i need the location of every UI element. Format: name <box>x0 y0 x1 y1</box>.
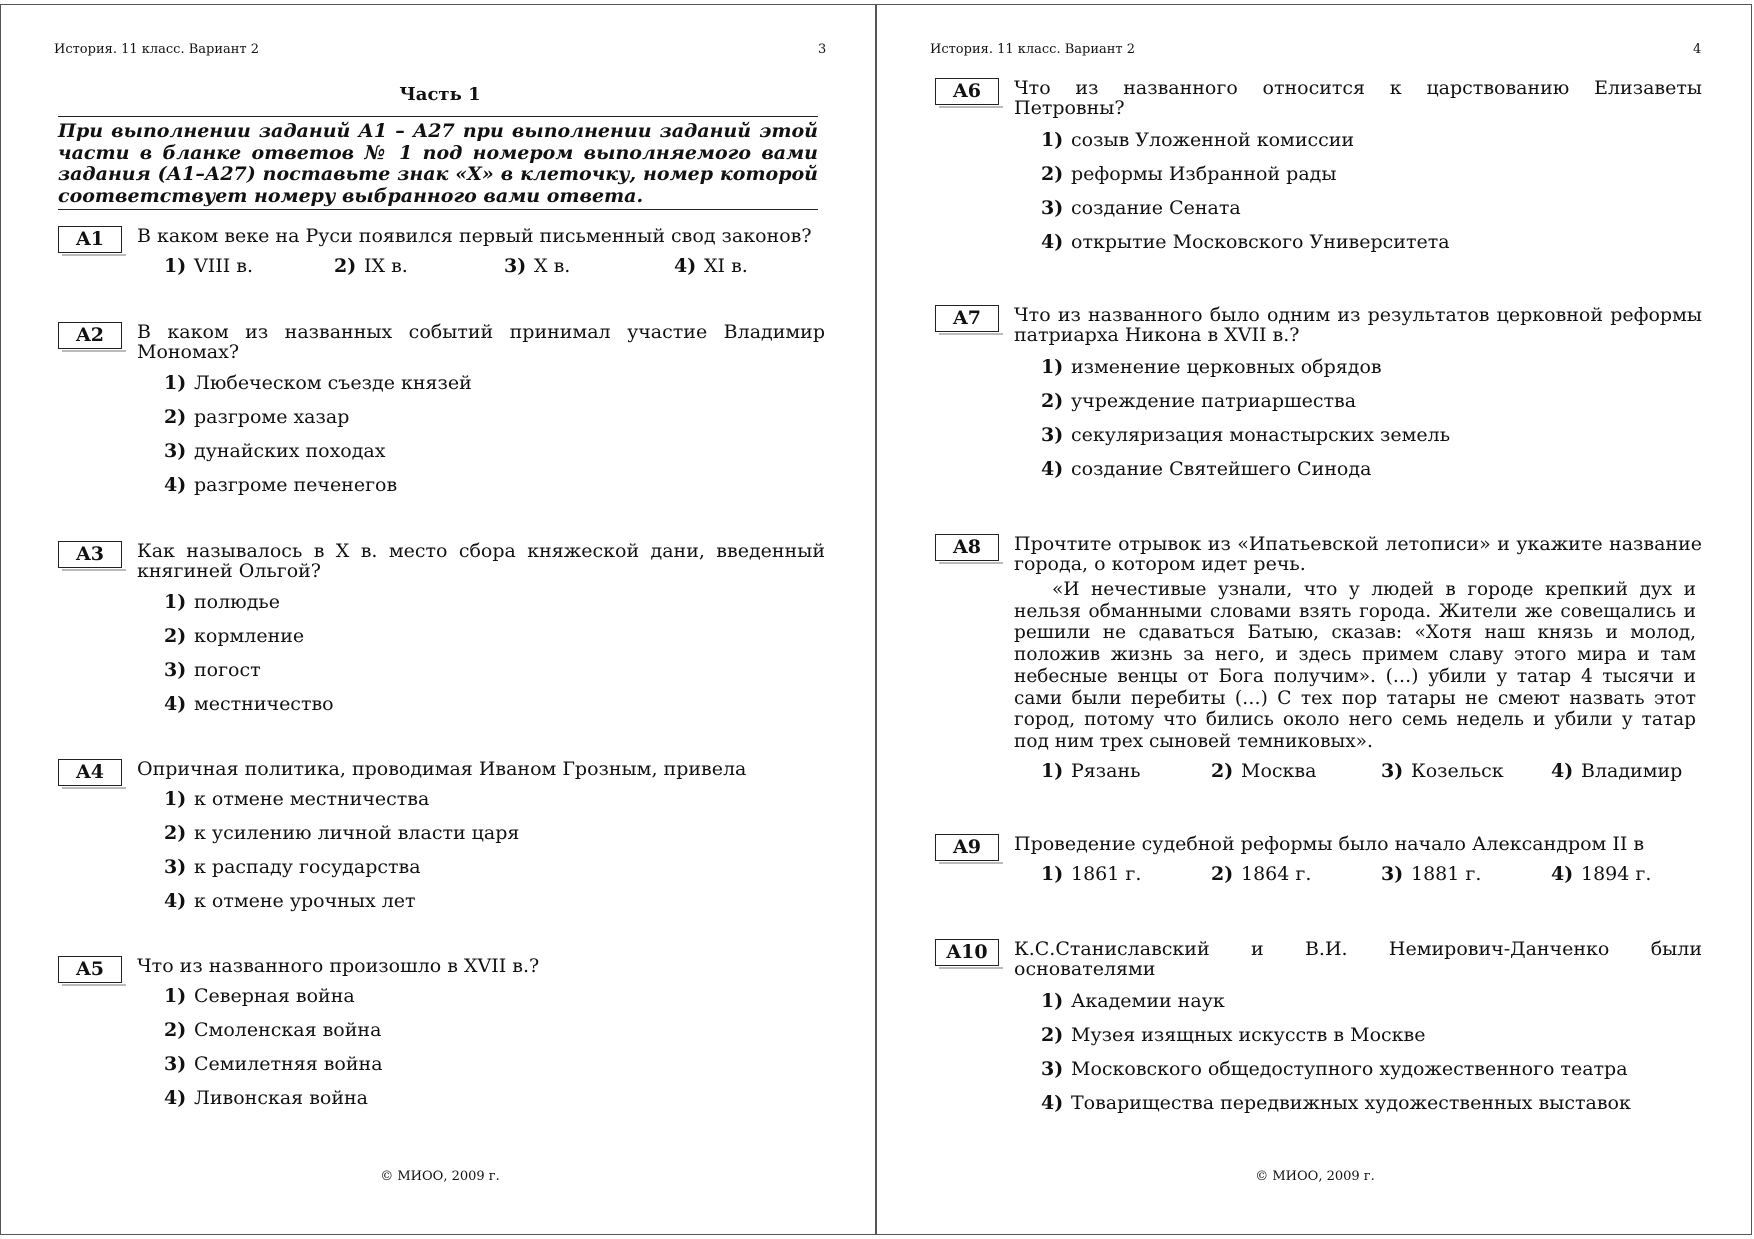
option-number: 2) <box>1041 1024 1064 1046</box>
page-number: 4 <box>1693 42 1702 57</box>
option <box>1041 990 1225 1012</box>
option <box>164 856 421 878</box>
option-number: 1) <box>1041 356 1064 378</box>
option <box>164 474 397 496</box>
option-text: Академии наук <box>1071 990 1225 1012</box>
option-number: 3) <box>164 1053 187 1075</box>
option-number: 3) <box>164 440 187 462</box>
option-text: XI в. <box>704 255 748 277</box>
option-number: 2) <box>164 1019 187 1041</box>
option-text: разгроме печенегов <box>194 474 398 496</box>
option <box>164 1053 383 1075</box>
option-number: 4) <box>164 1087 187 1109</box>
page-number: 3 <box>818 42 827 57</box>
option-text: 1894 г. <box>1581 863 1652 885</box>
question-text: Что из названного произошло в XVII в.? <box>137 955 540 977</box>
option-number: 2) <box>334 255 357 277</box>
option-text: реформы Избранной рады <box>1071 163 1337 185</box>
option <box>1041 129 1354 151</box>
option-text: к распаду государства <box>194 856 421 878</box>
option-text: к усилению личной власти царя <box>194 822 520 844</box>
option-text: Северная война <box>194 985 355 1007</box>
option-text: Товарищества передвижных художественных выставок <box>1071 1092 1631 1114</box>
option <box>164 625 304 647</box>
option-number: 4) <box>674 255 697 277</box>
option-text: дунайских походах <box>194 440 386 462</box>
option-text: Козельск <box>1411 760 1504 782</box>
option <box>1381 760 1504 782</box>
option <box>334 255 408 277</box>
option-text: создание Святейшего Синода <box>1071 458 1372 480</box>
question-text: Что из названного относится к царствованию Елизаветы Петровны? <box>1014 77 1702 119</box>
option-number: 1) <box>164 255 187 277</box>
option <box>1041 197 1241 219</box>
option <box>1041 424 1450 446</box>
option-text: погост <box>194 659 261 681</box>
option-text: X в. <box>534 255 571 277</box>
option-text: Рязань <box>1071 760 1141 782</box>
option <box>164 985 355 1007</box>
option <box>1041 356 1382 378</box>
option-text: VIII в. <box>194 255 254 277</box>
option <box>1211 863 1311 885</box>
option-text: к отмене урочных лет <box>194 890 416 912</box>
option <box>1551 863 1651 885</box>
question-text: Что из названного было одним из результатов церковной реформы патриарха Никона в XVII в.? <box>1014 304 1702 346</box>
question-text: В каком веке на Руси появился первый письменный свод законов? <box>137 225 812 247</box>
option-number: 1) <box>164 591 187 613</box>
option-number: 3) <box>1381 863 1404 885</box>
option-text: Ливонская война <box>194 1087 368 1109</box>
option-number: 4) <box>1041 1092 1064 1114</box>
option-number: 2) <box>164 625 187 647</box>
option-text: местничество <box>194 693 334 715</box>
option-number: 4) <box>1041 231 1064 253</box>
option <box>164 659 261 681</box>
footer-copyright: © МИОО, 2009 г. <box>380 1169 500 1184</box>
option <box>1381 863 1481 885</box>
option-number: 4) <box>164 890 187 912</box>
option-number: 4) <box>1551 863 1574 885</box>
option-text: учреждение патриаршества <box>1071 390 1357 412</box>
task-label: A7 <box>935 305 999 332</box>
option-text: полюдье <box>194 591 281 613</box>
option <box>1041 1058 1628 1080</box>
option <box>164 788 429 810</box>
task-label: A6 <box>935 78 999 105</box>
task-label: A9 <box>935 834 999 861</box>
option <box>1041 1024 1425 1046</box>
option-text: 1864 г. <box>1241 863 1312 885</box>
option-text: разгроме хазар <box>194 406 350 428</box>
option <box>674 255 748 277</box>
option-text: Музея изящных искусств в Москве <box>1071 1024 1426 1046</box>
option-text: к отмене местничества <box>194 788 430 810</box>
task-label: A10 <box>935 939 999 966</box>
option-number: 3) <box>1041 424 1064 446</box>
option <box>164 591 280 613</box>
question-text: Проведение судебной реформы было начало Александром II в <box>1014 833 1645 855</box>
running-head: История. 11 класс. Вариант 2 <box>930 42 1136 57</box>
option-number: 2) <box>164 406 187 428</box>
option-text: изменение церковных обрядов <box>1071 356 1382 378</box>
option-text: создание Сената <box>1071 197 1241 219</box>
left-page <box>0 4 877 1235</box>
option <box>164 406 349 428</box>
option-number: 3) <box>1041 197 1064 219</box>
option <box>164 1087 368 1109</box>
option-text: Москва <box>1241 760 1317 782</box>
option-number: 3) <box>164 856 187 878</box>
option-number: 3) <box>164 659 187 681</box>
option <box>164 693 334 715</box>
option <box>1041 390 1356 412</box>
option <box>1041 163 1336 185</box>
task-label: A4 <box>58 759 122 786</box>
option-text: 1881 г. <box>1411 863 1482 885</box>
option-text: секуляризация монастырских земель <box>1071 424 1451 446</box>
option-number: 1) <box>1041 990 1064 1012</box>
option <box>504 255 570 277</box>
option-number: 1) <box>1041 863 1064 885</box>
option <box>1041 760 1140 782</box>
option <box>164 255 253 277</box>
option-text: кормление <box>194 625 305 647</box>
option-text: Московского общедоступного художественного театра <box>1071 1058 1628 1080</box>
question-text: В каком из названных событий принимал участие Владимир Мономах? <box>137 321 825 363</box>
option <box>1041 1092 1631 1114</box>
option-number: 3) <box>1041 1058 1064 1080</box>
option <box>164 890 416 912</box>
option-number: 3) <box>504 255 527 277</box>
option-number: 2) <box>1211 760 1234 782</box>
option-text: 1861 г. <box>1071 863 1142 885</box>
option <box>1551 760 1682 782</box>
option-number: 3) <box>1381 760 1404 782</box>
option-text: созыв Уложенной комиссии <box>1071 129 1355 151</box>
option <box>164 822 519 844</box>
option-number: 1) <box>164 985 187 1007</box>
option <box>164 1019 381 1041</box>
option-text: Семилетняя война <box>194 1053 383 1075</box>
option <box>1041 458 1371 480</box>
option-number: 2) <box>1041 390 1064 412</box>
option-number: 1) <box>1041 129 1064 151</box>
task-label: A1 <box>58 226 122 253</box>
option <box>164 440 385 462</box>
task-label: A8 <box>935 534 999 561</box>
option <box>1041 231 1450 253</box>
option-text: Смоленская война <box>194 1019 382 1041</box>
task-label: A3 <box>58 541 122 568</box>
option-number: 1) <box>1041 760 1064 782</box>
option-number: 4) <box>164 474 187 496</box>
question-text: Как называлось в X в. место сбора княжеской дани, введенный княгиней Ольгой? <box>137 540 825 582</box>
question-text: К.С.Станиславский и В.И. Немирович-Данченко были основателями <box>1014 938 1702 980</box>
task-label: A2 <box>58 322 122 349</box>
option-number: 4) <box>1551 760 1574 782</box>
option <box>1041 863 1141 885</box>
option-number: 1) <box>164 372 187 394</box>
running-head: История. 11 класс. Вариант 2 <box>54 42 260 57</box>
option-number: 2) <box>1211 863 1234 885</box>
question-text: Прочтите отрывок из «Ипатьевской летописи» и укажите название города, о котором идет речь. <box>1014 533 1702 575</box>
right-page <box>877 4 1754 1235</box>
option <box>1211 760 1316 782</box>
question-text: Опричная политика, проводимая Иваном Грозным, привела <box>137 758 747 780</box>
option-number: 2) <box>1041 163 1064 185</box>
option-text: Любеческом съезде князей <box>194 372 472 394</box>
task-label: A5 <box>58 956 122 983</box>
option-number: 4) <box>1041 458 1064 480</box>
option-number: 2) <box>164 822 187 844</box>
chronicle-excerpt: «И нечестивые узнали, что у людей в городе крепкий дух и нельзя обманными словами взять города. Жители же совещались и решили не сдаваться Батыю, сказав: «Хотя наш князь и молод, положив жизнь за него, и здесь примем славу этого мира и там небесные венцы от Бога получим». (…) убили у татар 4 тысячи и сами были перебиты (…) С тех пор татары не смеют назвать этот город, потому что бились около него семь недель и убили у татар под ним трех сыновей темниковых». <box>1014 579 1696 752</box>
option-text: IX в. <box>364 255 408 277</box>
instructions: При выполнении заданий А1 – А27 при выполнении заданий этой части в бланке ответов № 1 под номером выполняемого вами задания (А1–А27) поставьте знак «X» в клеточку, номер которой соответствует номеру выбранного вами ответа. <box>58 116 818 210</box>
option-text: открытие Московского Университета <box>1071 231 1450 253</box>
option-text: Владимир <box>1581 760 1683 782</box>
part-title: Часть 1 <box>399 84 481 105</box>
option <box>164 372 472 394</box>
option-number: 1) <box>164 788 187 810</box>
option-number: 4) <box>164 693 187 715</box>
footer-copyright: © МИОО, 2009 г. <box>1255 1169 1375 1184</box>
